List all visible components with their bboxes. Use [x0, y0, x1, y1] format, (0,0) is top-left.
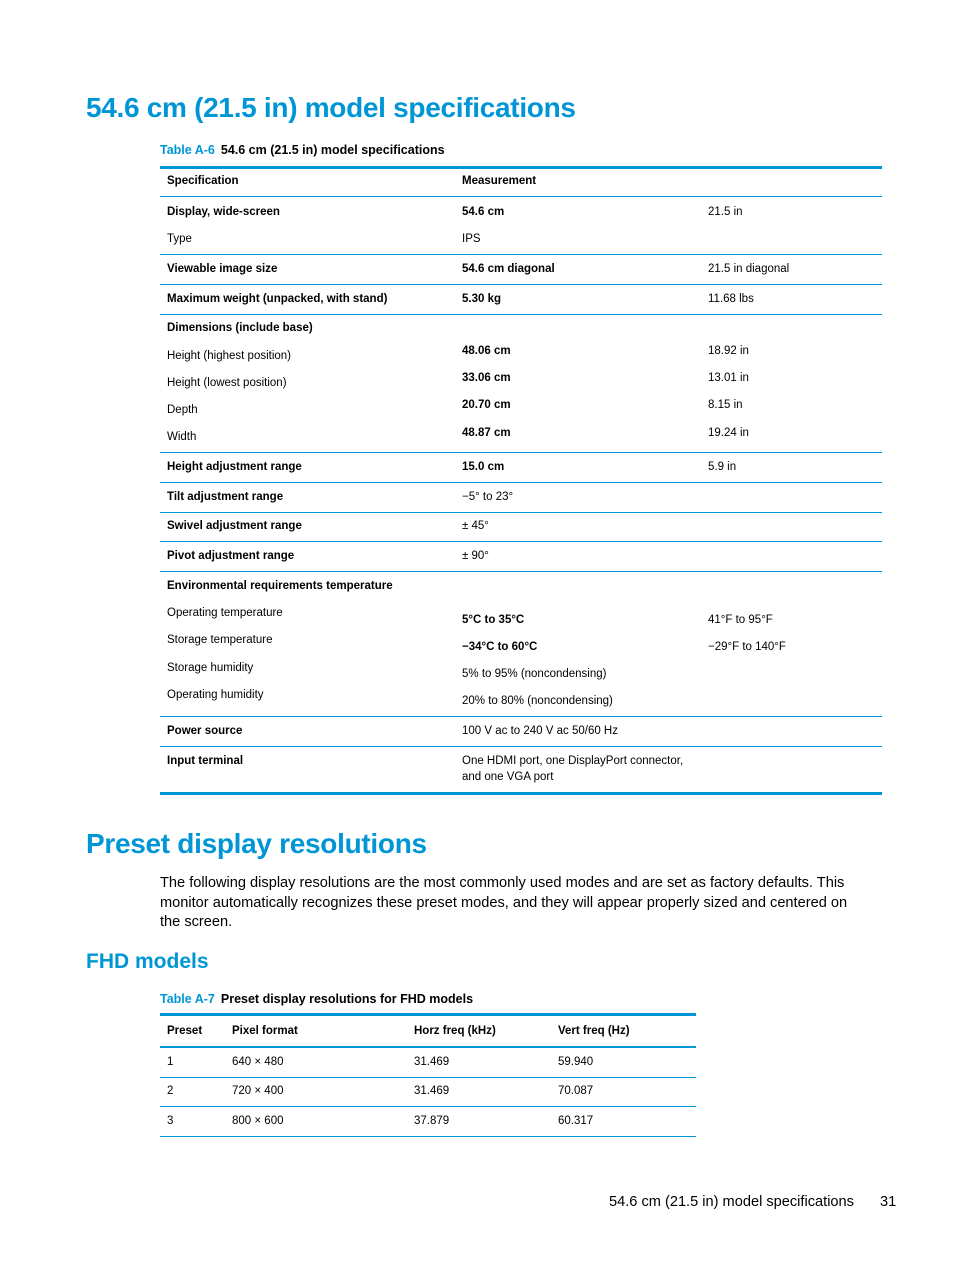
- row-label-height-lowest: Height (lowest position): [167, 377, 287, 389]
- row-label-environmental: Environmental requirements temperature: [167, 580, 393, 592]
- page-number: 31: [880, 1194, 897, 1210]
- table-bottom-rule: [160, 792, 882, 795]
- row-value-metric: 20.70 cm: [462, 399, 511, 411]
- row-value-metric: 54.6 cm: [462, 206, 505, 218]
- divider: [160, 284, 882, 285]
- row-value-line2: and one VGA port: [462, 771, 554, 783]
- row-label-height-highest: Height (highest position): [167, 350, 292, 362]
- divider: [160, 716, 882, 717]
- subsection-title: FHD models: [86, 950, 209, 973]
- row-label-tilt: Tilt adjustment range: [167, 491, 284, 503]
- divider: [160, 1046, 696, 1048]
- cell-vert-freq: 60.317: [558, 1115, 594, 1127]
- row-value-metric: 15.0 cm: [462, 461, 505, 473]
- header-vert-freq: Vert freq (Hz): [558, 1025, 630, 1037]
- divider: [160, 541, 882, 542]
- cell-preset: 3: [167, 1115, 174, 1127]
- header-specification: Specification: [167, 175, 239, 187]
- row-label-height-adjustment: Height adjustment range: [167, 461, 302, 473]
- row-label-weight: Maximum weight (unpacked, with stand): [167, 293, 388, 305]
- cell-horz-freq: 31.469: [414, 1085, 450, 1097]
- row-value-imperial: 11.68 lbs: [708, 293, 754, 305]
- row-value-imperial: 8.15 in: [708, 399, 743, 411]
- row-value-imperial: −29°F to 140°F: [708, 641, 786, 653]
- row-label-operating-temperature: Operating temperature: [167, 607, 283, 619]
- header-measurement: Measurement: [462, 175, 537, 187]
- row-label-swivel: Swivel adjustment range: [167, 520, 302, 532]
- cell-horz-freq: 31.469: [414, 1056, 450, 1068]
- row-value-imperial: 5.9 in: [708, 461, 737, 473]
- table-caption: [160, 992, 473, 1006]
- table-number: Table A-6: [160, 143, 215, 157]
- row-label-power: Power source: [167, 725, 243, 737]
- row-value-metric: 48.06 cm: [462, 345, 511, 357]
- cell-vert-freq: 59.940: [558, 1056, 594, 1068]
- divider: [160, 254, 882, 255]
- divider: [160, 314, 882, 315]
- row-value-metric: 5°C to 35°C: [462, 614, 525, 626]
- row-value: 100 V ac to 240 V ac 50/60 Hz: [462, 725, 618, 737]
- divider: [160, 1077, 696, 1078]
- cell-horz-freq: 37.879: [414, 1115, 450, 1127]
- row-value: ± 90°: [462, 550, 489, 562]
- row-value-imperial: 41°F to 95°F: [708, 614, 773, 626]
- row-label-viewable: Viewable image size: [167, 263, 278, 275]
- page-title: 54.6 cm (21.5 in) model specifications: [86, 92, 576, 123]
- table-top-rule: [160, 166, 882, 169]
- row-label-depth: Depth: [167, 404, 198, 416]
- divider: [160, 1136, 696, 1137]
- footer-title: 54.6 cm (21.5 in) model specifications: [609, 1194, 854, 1210]
- row-value-metric: 54.6 cm diagonal: [462, 263, 555, 275]
- row-label-display: Display, wide-screen: [167, 206, 280, 218]
- row-value-imperial: 13.01 in: [708, 372, 749, 384]
- cell-preset: 2: [167, 1085, 174, 1097]
- row-value-metric: 5.30 kg: [462, 293, 501, 305]
- row-value-metric: −34°C to 60°C: [462, 641, 538, 653]
- cell-vert-freq: 70.087: [558, 1085, 594, 1097]
- section-title: Preset display resolutions: [86, 828, 427, 859]
- divider: [160, 482, 882, 483]
- row-label-dimensions: Dimensions (include base): [167, 322, 313, 334]
- divider: [160, 452, 882, 453]
- row-label-width: Width: [167, 431, 197, 443]
- row-value-imperial: 18.92 in: [708, 345, 749, 357]
- table-top-rule: [160, 1013, 696, 1016]
- row-label-storage-humidity: Storage humidity: [167, 662, 254, 674]
- header-preset: Preset: [167, 1025, 203, 1037]
- table-caption: [160, 143, 445, 157]
- divider: [160, 571, 882, 572]
- divider: [160, 196, 882, 197]
- row-label-pivot: Pivot adjustment range: [167, 550, 295, 562]
- divider: [160, 512, 882, 513]
- table-title: Preset display resolutions for FHD models: [220, 992, 474, 1006]
- table-title: 54.6 cm (21.5 in) model specifications: [220, 143, 445, 157]
- cell-pixel-format: 800 × 600: [232, 1115, 284, 1127]
- row-value-line1: One HDMI port, one DisplayPort connector,: [462, 755, 684, 767]
- row-value: 5% to 95% (noncondensing): [462, 668, 607, 680]
- divider: [160, 746, 882, 747]
- row-label-type: Type: [167, 233, 192, 245]
- row-label-operating-humidity: Operating humidity: [167, 689, 264, 701]
- row-value-imperial: 21.5 in diagonal: [708, 263, 790, 275]
- row-label-storage-temperature: Storage temperature: [167, 634, 273, 646]
- row-value-imperial: 21.5 in: [708, 206, 743, 218]
- cell-pixel-format: 640 × 480: [232, 1056, 284, 1068]
- row-value: 20% to 80% (noncondensing): [462, 695, 613, 707]
- row-value: IPS: [462, 233, 481, 245]
- cell-pixel-format: 720 × 400: [232, 1085, 284, 1097]
- row-value: −5° to 23°: [462, 491, 514, 503]
- row-value-imperial: 19.24 in: [708, 427, 749, 439]
- header-pixel-format: Pixel format: [232, 1025, 298, 1037]
- table-number: Table A-7: [160, 992, 215, 1006]
- row-label-input-terminal: Input terminal: [167, 755, 244, 767]
- divider: [160, 1106, 696, 1107]
- row-value: ± 45°: [462, 520, 489, 532]
- row-value-metric: 33.06 cm: [462, 372, 511, 384]
- header-horz-freq: Horz freq (kHz): [414, 1025, 496, 1037]
- row-value-metric: 48.87 cm: [462, 427, 511, 439]
- cell-preset: 1: [167, 1056, 174, 1068]
- intro-paragraph: The following display resolutions are the most commonly used modes and are set as factory defaults. This monitor automatically recognizes these preset modes, and they will appear properly sized and centered on the screen.: [160, 875, 848, 930]
